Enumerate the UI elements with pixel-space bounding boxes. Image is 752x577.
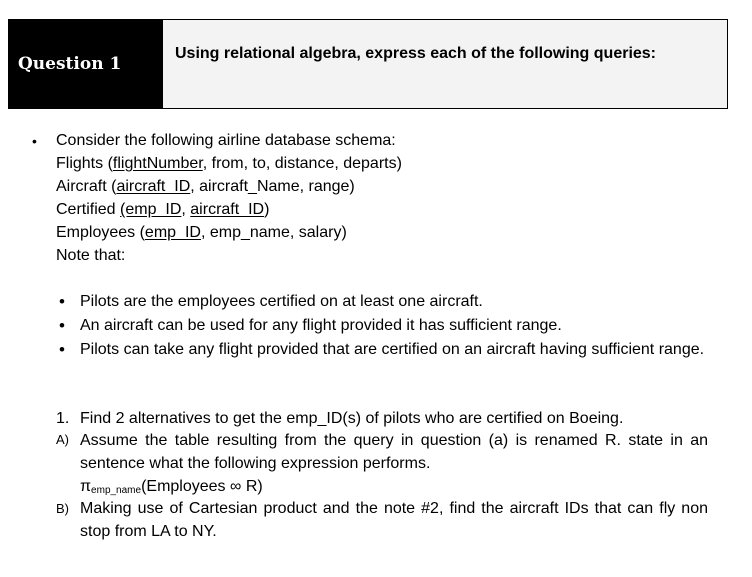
bullet-icon: • [59,292,65,311]
question-marker: A) [56,432,69,447]
question-marker: B) [56,501,69,516]
table-attributes: ) [264,201,270,218]
question-marker: 1. [56,410,70,427]
table-attributes: , emp_name, salary) [200,224,347,241]
table-attributes: , from, to, distance, departs) [202,155,402,172]
expression-body: (Employees ∞ R) [141,478,263,495]
table-name: Aircraft ( [56,178,117,195]
note-item: Pilots can take any flight provided that are certified on an aircraft having sufficient range. [80,341,705,358]
table-name: Flights ( [56,155,113,172]
question-title: Using relational algebra, express each of the following queries: [163,20,727,108]
primary-key: emp_ID [144,224,201,241]
primary-key: flightNumber [112,155,203,172]
question-text: Assume the table resulting from the query in question (a) is renamed R. state in an sentence what the following expression performs. [80,432,708,472]
bullet-icon: • [32,133,37,149]
schema-flights [56,154,402,174]
schema-employees [56,223,347,243]
bullet-icon: • [59,340,65,359]
note-label: Note that: [56,247,126,264]
schema-certified [56,200,269,220]
schema-intro: Consider the following airline database schema: [56,132,396,149]
question-text: Find 2 alternatives to get the emp_ID(s) of pilots who are certified on Boeing. [80,410,624,427]
primary-key: (emp_ID [120,201,182,218]
projection-symbol: π [80,478,92,495]
separator: , [181,201,191,218]
bullet-icon: • [59,316,65,335]
question-label: Question 1 [9,20,163,108]
table-attributes: , aircraft_Name, range) [190,178,355,195]
note-item: Pilots are the employees certified on at least one aircraft. [80,293,483,310]
primary-key: aircraft_ID [190,201,265,218]
table-name: Employees ( [56,224,145,241]
table-name: Certified [56,201,121,218]
question-text: Making use of Cartesian product and the note #2, find the aircraft IDs that can fly non stop from LA to NY. [80,500,708,540]
schema-aircraft [56,177,355,197]
projection-subscript: emp_name [91,485,142,496]
note-item: An aircraft can be used for any flight provided it has sufficient range. [80,317,562,334]
question-header [8,19,728,109]
primary-key: aircraft_ID [116,178,191,195]
